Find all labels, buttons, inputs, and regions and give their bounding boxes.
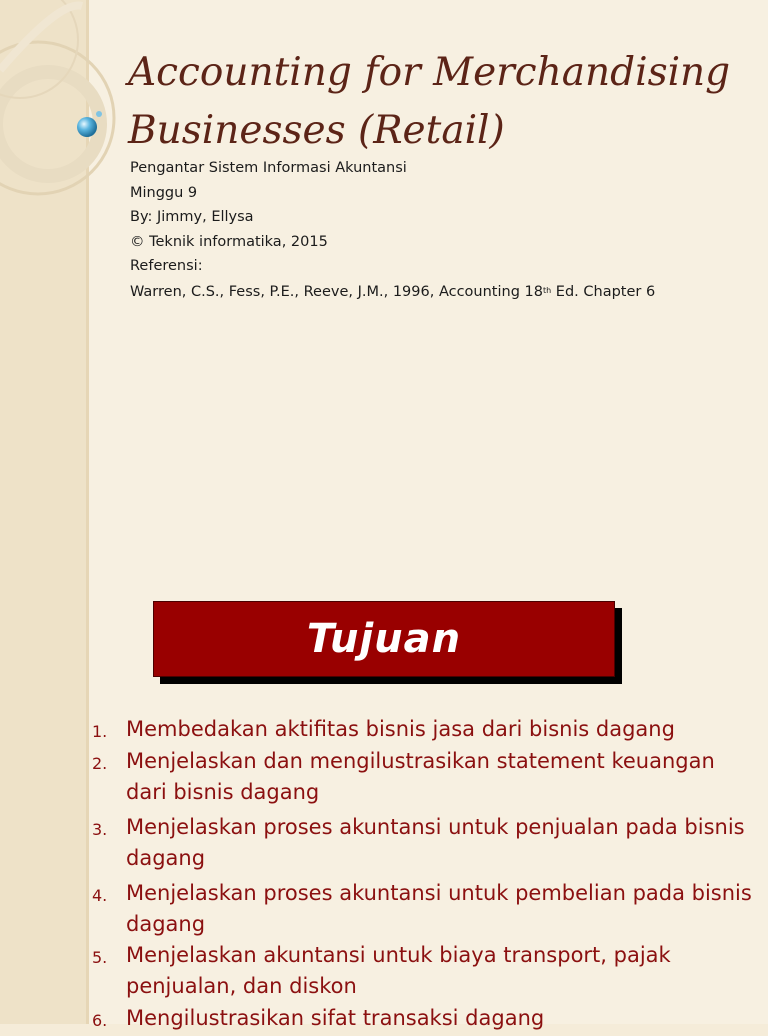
title-line-1: Accounting for Merchandising (128, 50, 731, 95)
list-number: 3. (92, 820, 108, 839)
list-text: Membedakan aktifitas bisnis jasa dari bisnis dagang (126, 717, 675, 741)
list-text: Menjelaskan dan mengilustrasikan statement keuangan dari bisnis dagang (126, 749, 715, 804)
list-text: Menjelaskan proses akuntansi untuk pembelian pada bisnis dagang (126, 881, 752, 936)
list-text: Menjelaskan proses akuntansi untuk penjualan pada bisnis dagang (126, 815, 745, 870)
meta-reference (130, 279, 750, 305)
meta-course: Pengantar Sistem Informasi Akuntansi (130, 160, 407, 176)
list-item (92, 812, 762, 874)
meta-copyright: © Teknik informatika, 2015 (130, 233, 328, 250)
tujuan-banner (153, 601, 615, 677)
list-item (92, 746, 762, 808)
list-text: Menjelaskan akuntansi untuk biaya transport, pajak penjualan, dan diskon (126, 943, 671, 998)
reference-tail: Ed. Chapter 6 (551, 283, 656, 300)
slide-meta (130, 156, 750, 304)
list-item (92, 878, 762, 940)
banner-label: Tujuan (306, 616, 462, 662)
list-number: 6. (92, 1011, 108, 1030)
list-number: 2. (92, 754, 108, 773)
slide-title (128, 44, 748, 160)
list-item (92, 1003, 762, 1034)
decorative-circles-icon (0, 0, 120, 210)
list-item (92, 940, 762, 1002)
list-number: 4. (92, 886, 108, 905)
reference-superscript: th (542, 285, 552, 295)
meta-reference-label: Referensi: (130, 258, 203, 274)
reference-main: Warren, C.S., Fess, P.E., Reeve, J.M., 1996, Accounting 18 (130, 283, 543, 300)
goals-list (92, 714, 762, 1035)
list-item (92, 714, 762, 745)
meta-authors: By: Jimmy, Ellysa (130, 209, 254, 225)
list-number: 5. (92, 948, 108, 967)
list-number: 1. (92, 722, 108, 741)
meta-week: Minggu 9 (130, 184, 198, 201)
list-text: Mengilustrasikan sifat transaksi dagang (126, 1006, 545, 1030)
title-line-2: Businesses (Retail) (128, 108, 505, 153)
